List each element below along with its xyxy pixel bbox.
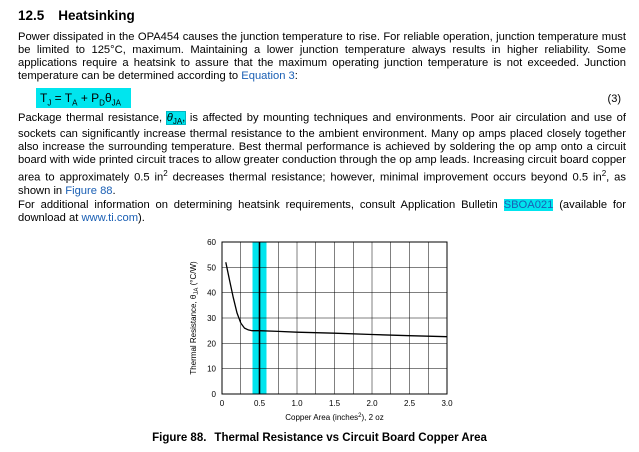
x-tick-label: 1.5 — [328, 399, 341, 408]
eq-a-sub: A — [72, 98, 78, 108]
para1-end: : — [294, 70, 298, 82]
eq-theta: θ — [104, 91, 112, 105]
para2-mid2: decreases thermal resistance; however, minimal improvement occurs beyond 0.5 in — [167, 171, 602, 184]
equation-number: (3) — [607, 93, 621, 105]
para3-start: For additional information on determining heatsink requirements, consult Application Bulletin — [18, 199, 504, 211]
x-axis-label: Copper Area (inches$^2$), 2 oz — [285, 413, 384, 422]
thermal-resistance-chart — [180, 230, 470, 430]
para2-mid3: , as shown in — [18, 171, 626, 197]
eq-lhs-sub: J — [47, 98, 52, 108]
ti-com-link[interactable]: www.ti.com — [81, 212, 139, 224]
figure-88-link[interactable]: Figure 88 — [65, 184, 113, 197]
eq-lhs: T — [40, 91, 48, 105]
figure-caption — [0, 432, 639, 444]
x-tick-label: 3.0 — [441, 399, 453, 408]
caption-text: Thermal Resistance vs Circuit Board Copper Area — [214, 432, 487, 444]
caption-number: Figure 88. — [152, 432, 207, 444]
theta-symbol: θ — [166, 112, 173, 124]
para2-sup1: 2 — [163, 169, 168, 179]
para2-mid: is affected by mounting techniques and environments. Poor air circulation and use of sockets can significantly increase thermal resistance to the ambient environment. Many op amps placed closely together also increase the surrounding temperature. Best thermal performance is achieved by soldering the op amp onto a circuit board with wide printed circuit traces to allow greater conduction through the op amp leads. Increasing circuit board copper area to approximately 0.5 in — [18, 112, 627, 184]
paragraph-additional-info — [18, 199, 626, 225]
para2-start: Package thermal resistance, — [18, 112, 167, 124]
y-tick-label: 60 — [207, 238, 216, 247]
y-tick-label: 20 — [207, 339, 216, 349]
x-tick-label: 2.5 — [403, 399, 416, 408]
x-tick-label: 0 — [219, 399, 225, 408]
section-number: 12.5 — [18, 8, 45, 23]
theta-sub: JA — [172, 117, 183, 127]
x-tick-label: 1.0 — [291, 399, 303, 408]
section-title: Heatsinking — [58, 8, 135, 23]
paragraph-junction-temperature — [18, 31, 626, 83]
eq-equals: = T — [51, 91, 73, 105]
y-tick-label: 0 — [211, 390, 216, 399]
y-tick-label: 50 — [207, 263, 216, 273]
eq-d-sub: D — [99, 98, 105, 108]
para2-end: . — [112, 184, 116, 197]
paragraph-thermal-resistance — [18, 112, 626, 198]
equation-3-link[interactable]: Equation 3 — [241, 70, 295, 82]
sboa021-link[interactable]: SBOA021 — [503, 199, 554, 211]
eq-plus: + P — [77, 91, 100, 105]
eq-ja-sub: JA — [111, 98, 121, 108]
y-tick-label: 10 — [207, 364, 216, 374]
para3-end: ). — [138, 212, 145, 224]
theta-comma: , — [182, 112, 186, 124]
x-tick-label: 0.5 — [253, 399, 266, 408]
para2-sup2: 2 — [601, 169, 607, 179]
para3-mid: (available for download at — [18, 199, 626, 224]
para1-text: Power dissipated in the OPA454 causes the junction temperature to rise. For reliable operation, junction temperature must be limited to 125°C, maximum. Maintaining a lower junction temperature always results in higher reliability. Some applications require a heatsink to assure that the maximum operating junction temperature is not exceeded. Junction temperature can be determined according to — [18, 31, 626, 82]
x-tick-label: 2.0 — [366, 399, 378, 408]
section-heading — [18, 8, 135, 23]
equation-3 — [36, 88, 131, 108]
y-axis-label: Thermal Resistance, $\theta_{JA}$ (°C/W) — [189, 261, 200, 375]
theta-ja-highlight — [166, 112, 186, 127]
y-tick-label: 30 — [207, 314, 216, 323]
y-tick-label: 40 — [207, 288, 216, 298]
